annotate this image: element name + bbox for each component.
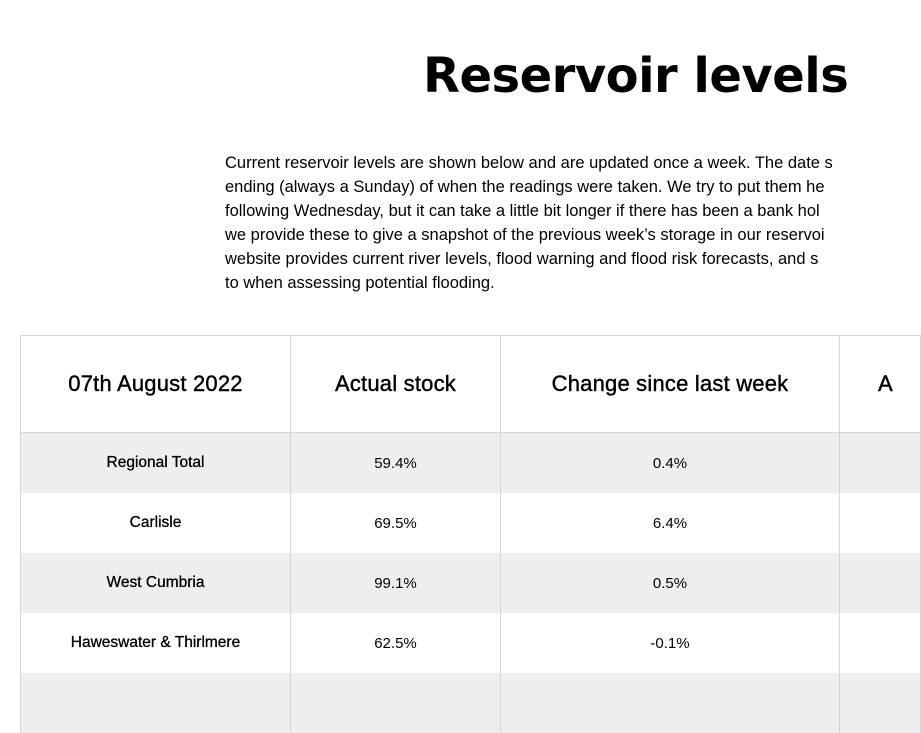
- row-partial-cell: [840, 553, 921, 613]
- table-row: [21, 553, 921, 613]
- column-header-partial: A: [840, 336, 921, 433]
- column-header-date: 07th August 2022: [21, 336, 291, 433]
- intro-line: website provides current river levels, flood warning and flood risk forecasts, and s: [225, 250, 819, 268]
- intro-line: we provide these to give a snapshot of the previous week’s storage in our reservoi: [225, 226, 825, 244]
- intro-line: ending (always a Sunday) of when the readings were taken. We try to put them he: [225, 178, 825, 196]
- column-header-actual-stock: Actual stock: [291, 336, 501, 433]
- row-name: Regional Total: [21, 433, 291, 494]
- row-name: [21, 673, 291, 733]
- row-partial-cell: [840, 493, 921, 553]
- row-partial-cell: [840, 673, 921, 733]
- row-actual-stock: 59.4%: [291, 433, 501, 494]
- intro-paragraph: [225, 151, 883, 295]
- table-row: [21, 673, 921, 733]
- row-actual-stock: 69.5%: [291, 493, 501, 553]
- row-change: [501, 673, 840, 733]
- intro-line: to when assessing potential flooding.: [225, 274, 495, 292]
- row-actual-stock: 62.5%: [291, 613, 501, 673]
- row-change: 0.4%: [501, 433, 840, 494]
- row-partial-cell: [840, 433, 921, 494]
- reservoir-table-container: [20, 335, 920, 733]
- row-actual-stock: 99.1%: [291, 553, 501, 613]
- page-title: Reservoir levels: [423, 48, 849, 104]
- row-name: West Cumbria: [21, 553, 291, 613]
- table-row: [21, 493, 921, 553]
- intro-line: Current reservoir levels are shown below and are updated once a week. The date s: [225, 154, 833, 172]
- row-partial-cell: [840, 613, 921, 673]
- intro-line: following Wednesday, but it can take a little bit longer if there has been a bank hol: [225, 202, 820, 220]
- reservoir-levels-table: [20, 335, 921, 733]
- column-header-change: Change since last week: [501, 336, 840, 433]
- row-name: Haweswater & Thirlmere: [21, 613, 291, 673]
- table-row: [21, 613, 921, 673]
- row-actual-stock: [291, 673, 501, 733]
- row-change: 0.5%: [501, 553, 840, 613]
- row-change: 6.4%: [501, 493, 840, 553]
- row-name: Carlisle: [21, 493, 291, 553]
- row-change: -0.1%: [501, 613, 840, 673]
- table-row: [21, 433, 921, 494]
- table-header-row: [21, 336, 921, 433]
